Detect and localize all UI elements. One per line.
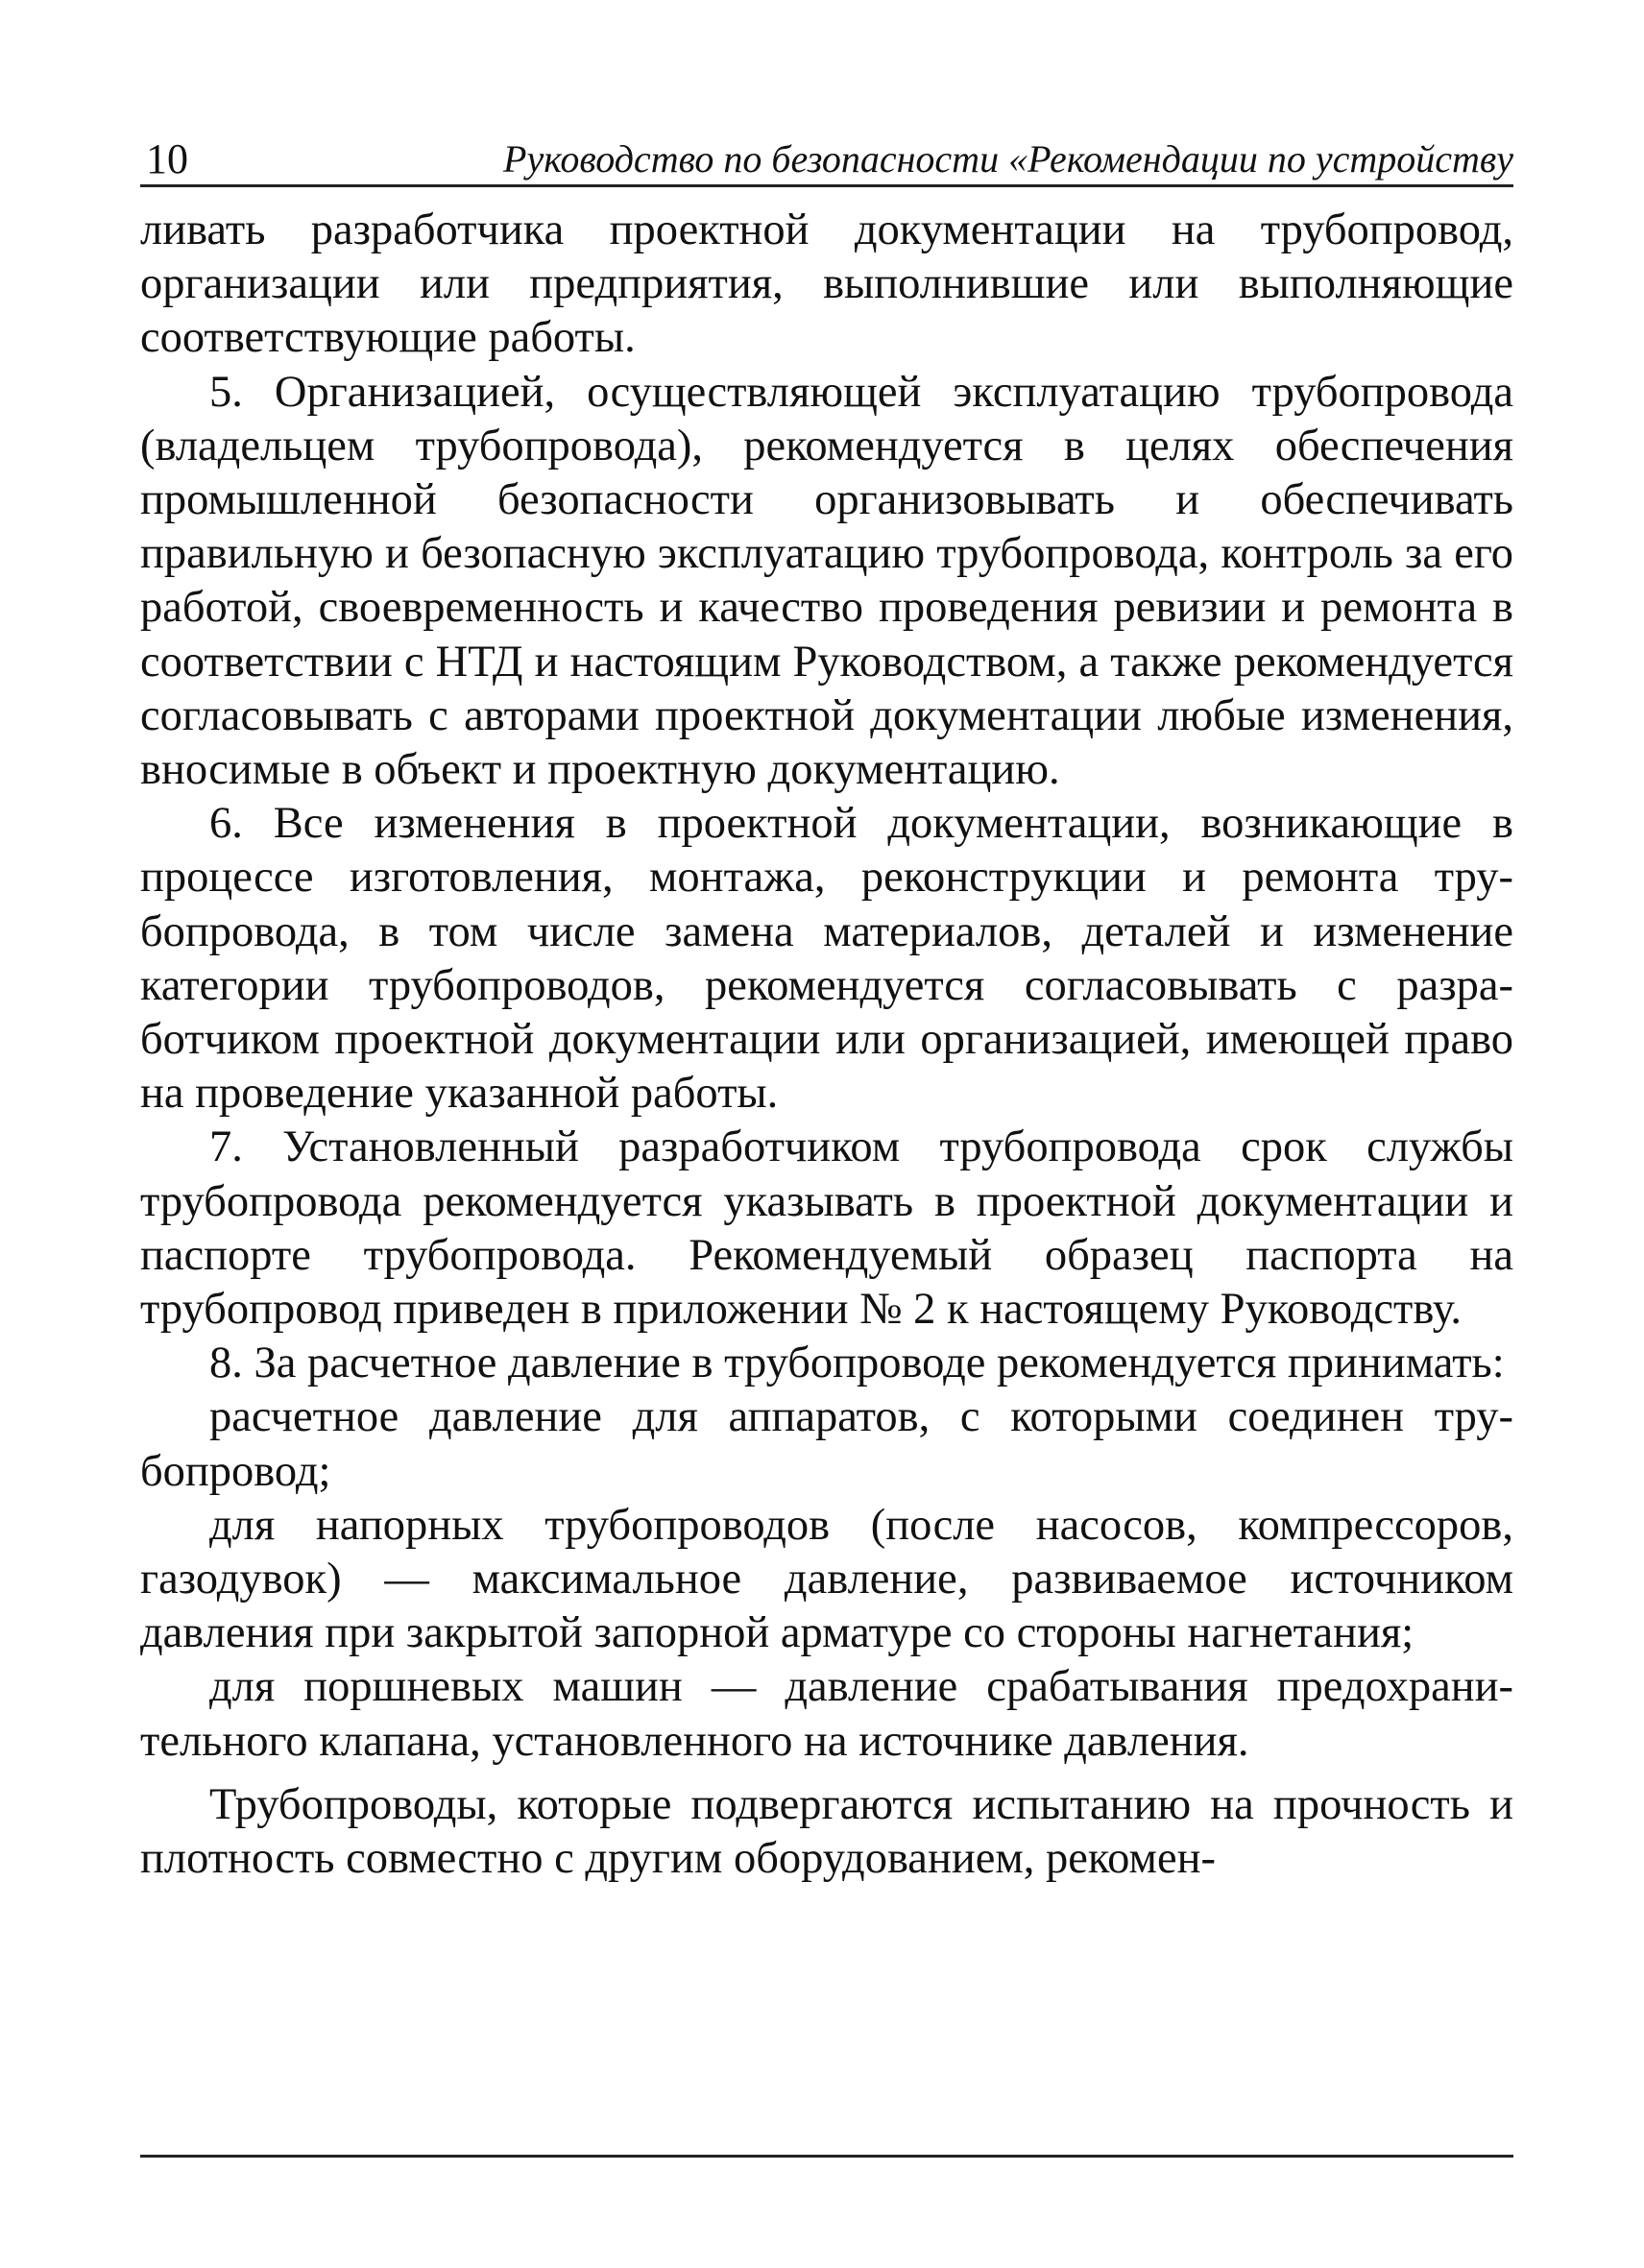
paragraph-item-7: 7. Установленный разработчиком трубопровода срок службы трубопровода рекомендуется указывать в проектной документации и паспорте трубопровода. Рекомендуемый образец паспорта на трубопровод приведен в приложении № 2 к настоящему Руководству. (140, 1122, 1513, 1335)
list-item: для поршневых машин — давление срабатывания предохранительного клапана, установленного на источнике давления. (140, 1662, 1513, 1766)
body-text (140, 204, 1513, 1886)
list-item: расчетное давление для аппаратов, с которыми соединен трубопровод; (140, 1392, 1513, 1496)
footer-rule (140, 2155, 1513, 2158)
paragraph-item-6: 6. Все изменения в проектной документации, возникающие в процессе изготовления, монтажа, реконструкции и ремонта трубопровода, в том числе замена материалов, деталей и изменение категории трубопроводов, рекомендуется согласовывать с разработчиком проектной документации или организацией, имеющей право на проведение указанной работы. (140, 799, 1513, 1119)
paragraph: ливать разработчика проектной документации на трубопровод, организации или предприятия, выполнившие или выполняющие соответствующие работы. (140, 205, 1513, 363)
paragraph-item-8: 8. За расчетное давление в трубопроводе рекомендуется принимать: (209, 1339, 1505, 1388)
paragraph-item-5: 5. Организацией, осуществляющей эксплуатацию трубопровода (владельцем трубопровода), рекомендуется в целях обеспечения промышленной безопасности организовывать и обеспечивать правильную и безопасную эксплуатацию трубопровода, контроль за его работой, своевременность и качество проведения ревизии и ремонта в соответствии с НТД и настоящим Руководством, а также рекомендуется согласовывать с авторами проектной документации любые изменения, вносимые в объект и проектную документацию. (140, 367, 1513, 795)
paragraph: Трубопроводы, которые подвергаются испытанию на прочность и плотность совместно с другим оборудованием, рекомен- (140, 1779, 1513, 1884)
page-header (140, 134, 1513, 187)
page-number: 10 (146, 135, 188, 182)
list-item: для напорных трубопроводов (после насосов, компрессоров, газодувок) — максимальное давление, развиваемое источником давления при закрытой запорной арматуре со стороны нагнетания; (140, 1500, 1513, 1658)
running-head: Руководство по безопасности «Рекомендации по устройству (503, 137, 1513, 181)
